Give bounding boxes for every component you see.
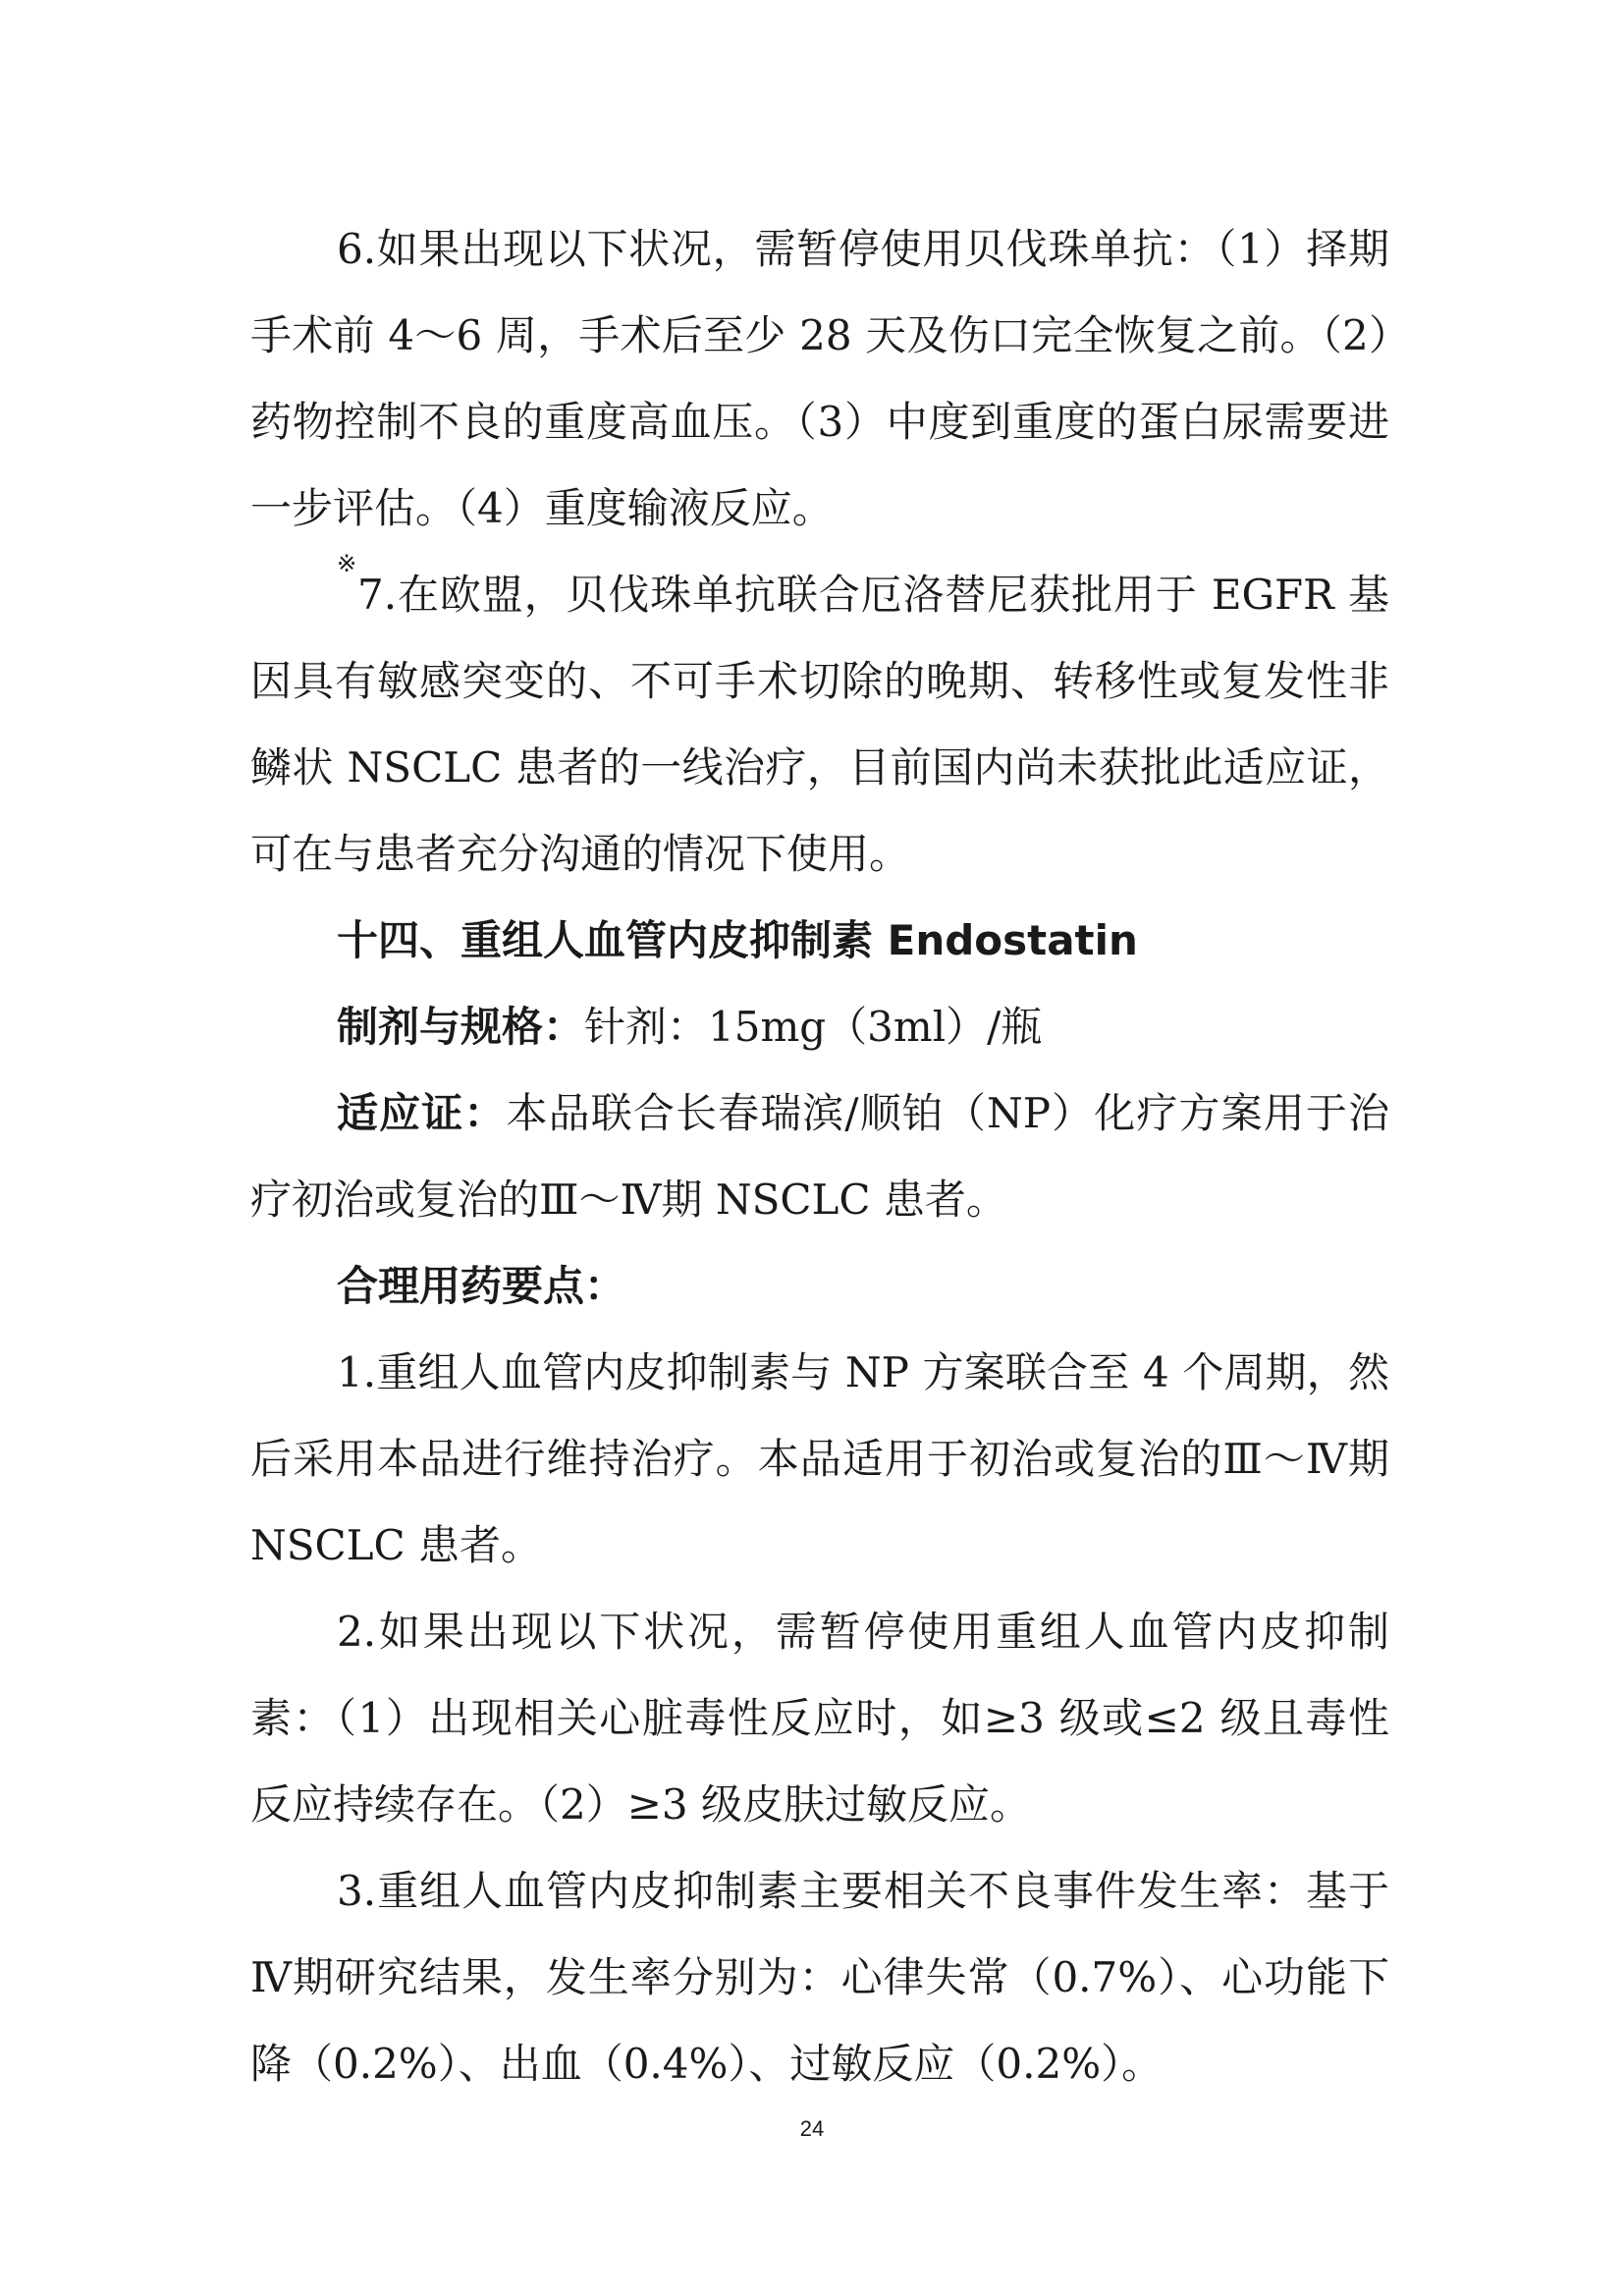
section-heading: 十四、重组人血管内皮抑制素 Endostatin [337,916,1138,964]
paragraph-item-7-text: 7.在欧盟，贝伐珠单抗联合厄洛替尼获批用于 EGFR 基因具有敏感突变的、不可手术切除的晚期、转移性或复发性非鳞状 NSCLC 患者的一线治疗，目前国内尚未获批此适应证，可在与患者充分沟通的情况下使用。 [250,571,1390,878]
reference-mark: ※ [337,550,357,577]
indication-label: 适应证： [337,1089,507,1137]
paragraph-item-6: 6.如果出现以下状况，需暂停使用贝伐珠单抗：（1）择期手术前 4～6 周，手术后至少 28 天及伤口完全恢复之前。（2）药物控制不良的重度高血压。（3）中度到重度的蛋白尿需要进一步评估。（4）重度输液反应。 [250,225,1389,532]
rational-use-item-3: 3.重组人血管内皮抑制素主要相关不良事件发生率：基于Ⅳ期研究结果，发生率分别为：心律失常（0.7%）、心功能下降（0.2%）、出血（0.4%）、过敏反应（0.2%）。 [250,1867,1389,2088]
spec-value: 针剂：15mg（3ml）/瓶 [584,1003,1043,1051]
rational-use-item-1: 1.重组人血管内皮抑制素与 NP 方案联合至 4 个周期，然后采用本品进行维持治疗。本品适用于初治或复治的Ⅲ～Ⅳ期 NSCLC 患者。 [250,1348,1389,1569]
indication-value: 本品联合长春瑞滨/顺铂（NP）化疗方案用于治疗初治或复治的Ⅲ～Ⅳ期 NSCLC 患者。 [250,1089,1389,1224]
indication-paragraph [250,1070,1389,1243]
rational-use-heading: 合理用药要点： [337,1262,626,1310]
page-number: 24 [799,2116,825,2141]
document-page [250,206,1389,2107]
paragraph-item-7 [250,552,1389,898]
spec-label: 制剂与规格： [337,1003,585,1051]
spec-paragraph [250,984,1389,1070]
rational-use-item-2: 2.如果出现以下状况，需暂停使用重组人血管内皮抑制素：（1）出现相关心脏毒性反应时，如≥3 级或≤2 级且毒性反应持续存在。（2）≥3 级皮肤过敏反应。 [250,1608,1389,1829]
